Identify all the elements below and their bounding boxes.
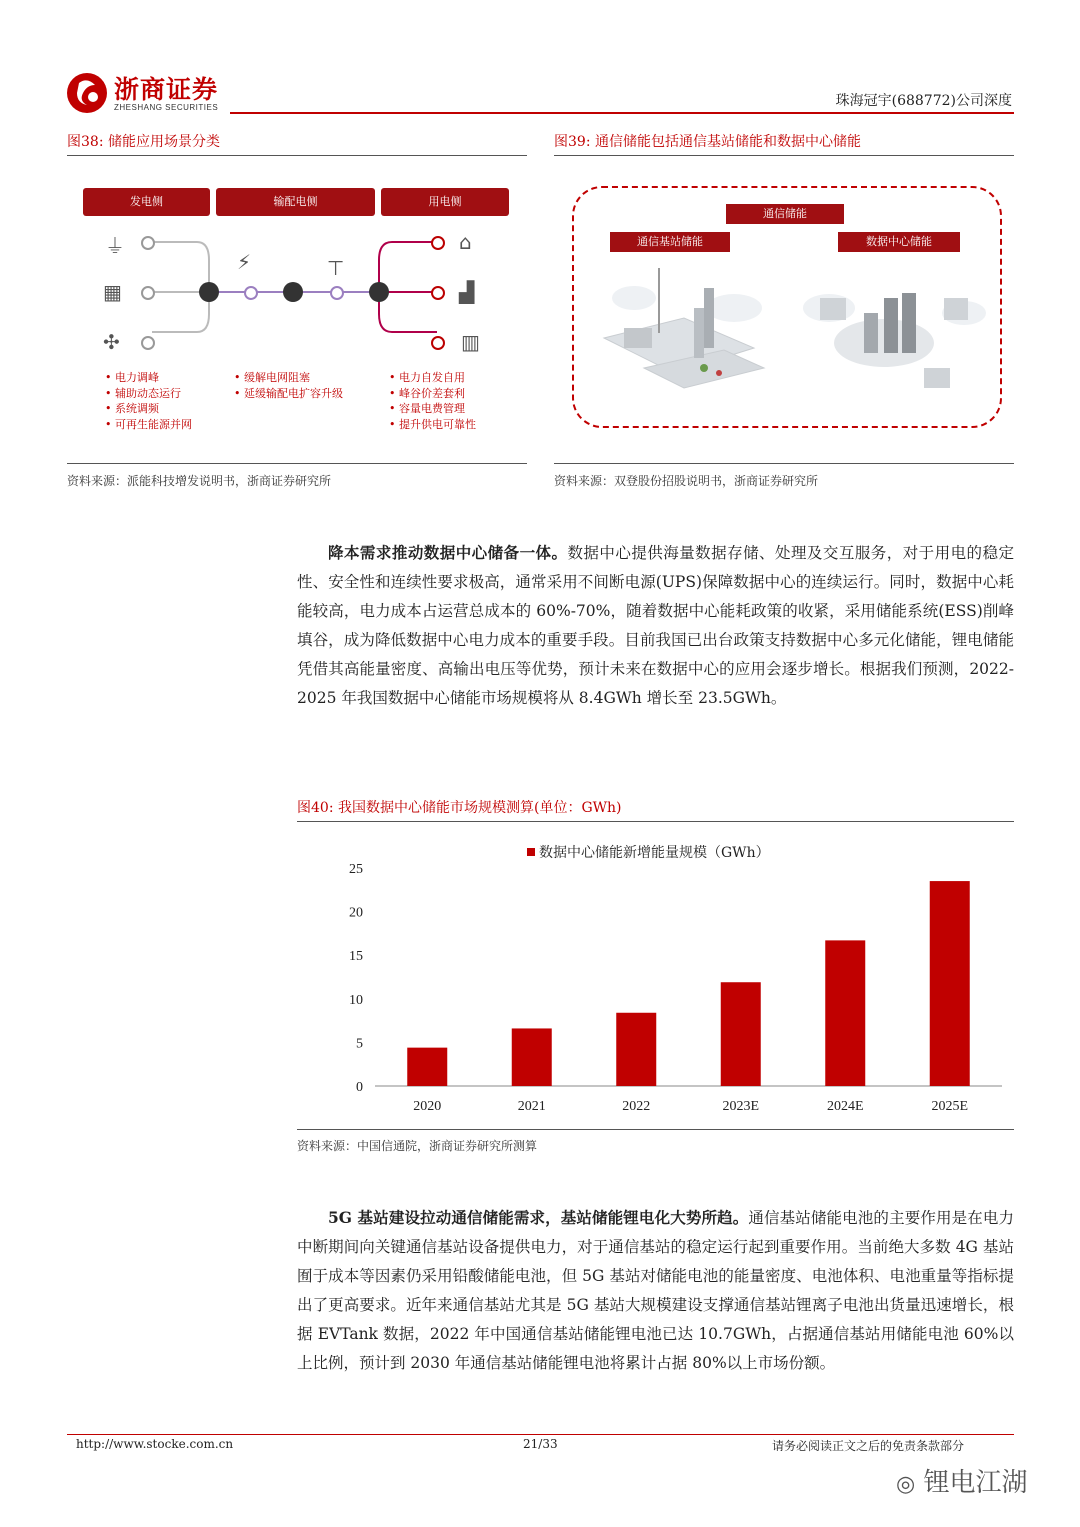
bullets-generation: [105, 370, 192, 432]
fig40-source: 资料来源：中国信通院，浙商证券研究所测算: [297, 1139, 538, 1153]
brand-name: 浙商证券: [114, 75, 219, 104]
x-tick-label: 2023E: [722, 1099, 760, 1114]
bar-2022: [616, 1013, 656, 1086]
node-use-1: [431, 236, 445, 250]
footer-rule: [67, 1434, 1014, 1435]
solar-panel-icon: ▦: [103, 280, 122, 304]
bullet-item: • 缓解电网阻塞: [234, 370, 343, 386]
fig38-top-rule: [67, 155, 527, 156]
node-use-2: [431, 286, 445, 300]
y-tick-label: 10: [349, 992, 363, 1008]
bullet-item: • 延缓输配电扩容升级: [234, 386, 343, 402]
paragraph-data-center: [297, 538, 1014, 713]
bar-2023E: [721, 982, 761, 1086]
header-divider: [230, 112, 1014, 114]
fig38-source: 资料来源：派能科技增发说明书，浙商证券研究所: [67, 474, 332, 488]
storage-hub-1: [199, 282, 219, 302]
company-logo: [67, 73, 107, 113]
report-title: 珠海冠宇(688772)公司深度: [835, 93, 1012, 109]
paragraph-body: 通信基站储能电池的主要作用是在电力中断期间向关键通信基站设备提供电力，对于通信基站的稳定运行起到重要作用。当前绝大多数 4G 基站囿于成本等因素仍采用铅酸储能电池，但 5G 基站对储能电池的能量密度、电池体积、电池重量等指标提出了更高要求。近年来通信基站尤其是 5G 基站大规模建设支撑通信基站锂离子电池出货量迅速增长，根据 EVTank 数据，2022 年中国通信基站储能锂电池已达 10.7GWh，占据通信基站用储能电池 60%以上比例，预计到 2030 年通信基站储能锂电池将累计占据 80%以上市场份额。: [297, 1209, 1014, 1372]
x-tick-label: 2021: [517, 1099, 546, 1114]
fig38-diagram: [67, 180, 527, 440]
y-tick-label: 25: [349, 862, 363, 877]
bar-2024E: [825, 940, 865, 1086]
node-gen-2: [141, 286, 155, 300]
bullet-item: • 可再生能源并网: [105, 417, 192, 433]
footer-url[interactable]: http://www.stocke.com.cn: [76, 1437, 234, 1451]
y-tick-label: 0: [356, 1080, 363, 1095]
node-trans-2: [330, 286, 344, 300]
node-use-3: [431, 336, 445, 350]
paragraph-body: 数据中心提供海量数据存储、处理及交互服务，对于用电的稳定性、安全性和连续性要求极高，通常采用不间断电源(UPS)保障数据中心的连续运行。同时，数据中心耗能较高，电力成本占运营总成本的 60%-70%，随着数据中心能耗政策的收紧，采用储能系统(ESS)削峰填谷，成为降低数据中心电力成本的重要手段。目前我国已出台政策支持数据中心多元化储能，锂电储能凭借其高能量密度、高输出电压等优势，预计未来在数据中心的应用会逐步增长。根据我们预测，2022-2025 年我国数据中心储能市场规模将从 8.4GWh 增长至 23.5GWh。: [297, 544, 1014, 707]
storage-hub-2: [283, 282, 303, 302]
wechat-icon: ◎: [896, 1472, 916, 1497]
node-gen-1: [141, 236, 155, 250]
watermark: [896, 1462, 1027, 1499]
fig40-bar-chart: [297, 830, 1014, 1130]
factory-icon: ▟: [459, 280, 475, 304]
node-trans-1: [244, 286, 258, 300]
fig40-bottom-rule: [297, 1129, 1014, 1130]
legend-swatch: [527, 848, 535, 856]
fig40-top-rule: [297, 821, 1014, 822]
y-tick-label: 5: [356, 1036, 363, 1052]
fig40-title: 图40: 我国数据中心储能市场规模测算(单位：GWh): [297, 800, 622, 816]
y-tick-label: 15: [349, 949, 363, 965]
x-tick-label: 2024E: [826, 1099, 864, 1114]
transmission-tower-icon: ⚡: [237, 250, 252, 274]
telecom-illustration: [584, 258, 990, 418]
fig39-bottom-rule: [554, 463, 1014, 464]
house-icon: ⌂: [459, 230, 472, 254]
page-number: 21/33: [523, 1437, 558, 1451]
x-tick-label: 2022: [622, 1099, 651, 1114]
storage-hub-3: [369, 282, 389, 302]
paragraph-base-station: [297, 1203, 1014, 1378]
tab-generation: 发电侧: [83, 188, 210, 216]
data-center-label: 数据中心储能: [838, 232, 960, 252]
fig39-source: 资料来源：双登股份招股说明书，浙商证券研究所: [554, 474, 819, 488]
fig39-top-rule: [554, 155, 1014, 156]
fig39-title: 图39: 通信储能包括通信基站储能和数据中心储能: [554, 134, 861, 150]
paragraph-lead: 降本需求推动数据中心储备一体。: [328, 543, 568, 562]
fig38-title: 图38: 储能应用场景分类: [67, 134, 220, 150]
bullet-item: • 提升供电可靠性: [389, 417, 476, 433]
bullets-transmission: [234, 370, 343, 401]
fig38-bottom-rule: [67, 463, 527, 464]
brand-name-en: ZHESHANG SECURITIES: [114, 103, 219, 112]
node-gen-3: [141, 336, 155, 350]
wind-turbine-icon: ✣: [103, 330, 120, 354]
watermark-text: 锂电江湖: [923, 1468, 1028, 1498]
bullet-item: • 电力调峰: [105, 370, 192, 386]
bullet-item: • 峰谷价差套利: [389, 386, 476, 402]
tab-transmission: 输配电侧: [216, 188, 375, 216]
tab-consumption: 用电侧: [381, 188, 509, 216]
base-station-label: 通信基站储能: [610, 232, 730, 252]
paragraph-lead: 5G 基站建设拉动通信储能需求，基站储能锂电化大势所趋。: [328, 1208, 749, 1227]
x-tick-label: 2025E: [931, 1099, 969, 1114]
building-icon: ▥: [461, 330, 480, 354]
fig39-diagram: [572, 186, 1002, 428]
bar-2025E: [930, 881, 970, 1086]
bullet-item: • 系统调频: [105, 401, 192, 417]
bullet-item: • 容量电费管理: [389, 401, 476, 417]
footer-disclaimer: 请务必阅读正文之后的免责条款部分: [772, 1439, 965, 1453]
power-plant-icon: ⏚: [105, 234, 125, 258]
bar-2021: [512, 1028, 552, 1086]
bar-2020: [407, 1048, 447, 1086]
bullets-consumption: [389, 370, 476, 432]
telecom-storage-label: 通信储能: [726, 204, 844, 224]
legend-label: 数据中心储能新增能量规模（GWh）: [539, 845, 770, 861]
utility-pole-icon: ⊤: [327, 256, 345, 280]
x-tick-label: 2020: [413, 1099, 442, 1114]
y-tick-label: 20: [349, 905, 363, 921]
bullet-item: • 辅助动态运行: [105, 386, 192, 402]
bullet-item: • 电力自发自用: [389, 370, 476, 386]
